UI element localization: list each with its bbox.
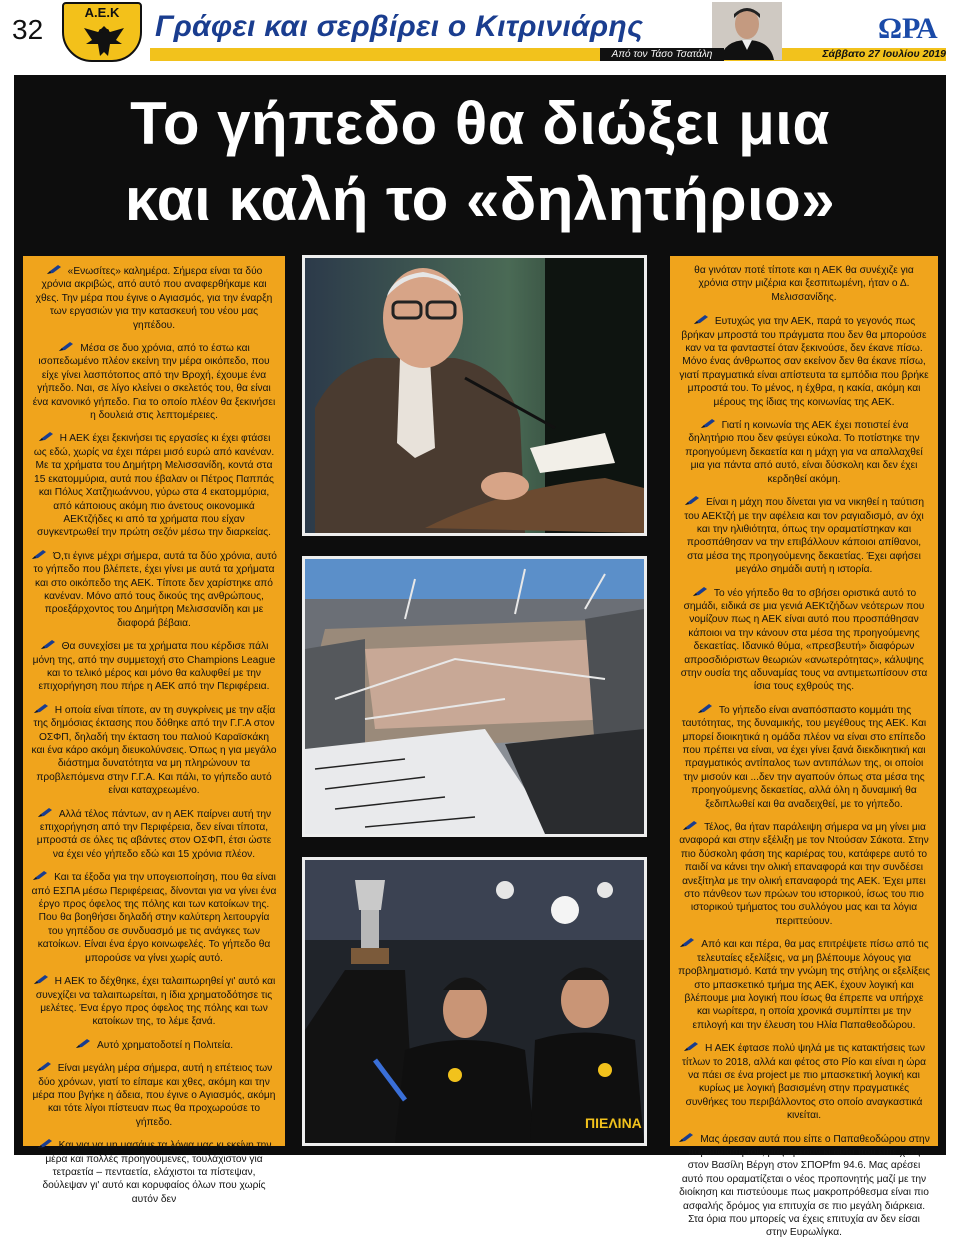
pen-bullet-icon bbox=[692, 586, 708, 597]
article-paragraph bbox=[31, 1061, 277, 1129]
article-paragraph bbox=[31, 264, 277, 332]
issue-date: Σάββατο 27 Ιουλίου 2019 bbox=[822, 48, 946, 60]
article-title-line-1: Το γήπεδο θα διώξει μια bbox=[130, 90, 830, 157]
right-text-column bbox=[670, 256, 938, 1239]
article-paragraph bbox=[31, 431, 277, 539]
logo-text: Α.Ε.Κ bbox=[84, 5, 120, 20]
pen-bullet-icon bbox=[75, 1038, 91, 1049]
article-paragraph bbox=[31, 974, 277, 1029]
pen-bullet-icon bbox=[38, 431, 54, 442]
article-paragraph bbox=[678, 314, 930, 409]
article-paragraph bbox=[31, 639, 277, 694]
paragraph-text: Είναι μεγάλη μέρα σήμερα, αυτή η επέτειος των δύο χρόνων, γιατί το είπαμε και χθες, ακόμη και την μέρα που βγήκε η άδεια, που έγινε ο Αγιασμός, ακόμη και τότε λίγοι πίστευαν πως θα προχωρούσε το γήπεδο. bbox=[32, 1063, 276, 1128]
pen-bullet-icon bbox=[683, 1041, 699, 1052]
article-paragraph bbox=[31, 341, 277, 422]
pen-bullet-icon bbox=[37, 1138, 53, 1149]
pen-bullet-icon bbox=[700, 418, 716, 429]
paragraph-text: Από και και πέρα, θα μας επιτρέψετε πίσω από τις τελευταίες εξελίξεις, να μη βλέπουμε λόγους για προβληματισμό. Κατά την γνώμη της στήλης οι εξελίξεις στο μπασκετικό τμήμα της ΑΕΚ, έχουν λογική και βλέπουμε μια λογική που ίσως θα έπρεπε να υπήρχε και νωρίτερα, η οποία χρονικά συμπίπτει με την επιλογή και την έλευση του Ηλία Παπαθεοδώρου. bbox=[678, 939, 930, 1031]
continuation-paragraph bbox=[678, 264, 930, 304]
paragraph-text: θα γινόταν ποτέ τίποτε και η ΑΕΚ θα συνέχιζε για χρόνια στην μιζέρια και ξεσπιτωμένη, ήταν ο Δ. Μελισσανίδης. bbox=[694, 265, 914, 303]
paragraph-text: Αλλά τέλος πάντων, αν η ΑΕΚ παίρνει αυτή την επιχορήγηση από την Περιφέρεια, δεν είναι τίποτα, μπροστά σε όλες τις αβάντες στον ΟΣΦΠ, έτσι ώστε να έχει νέο γήπεδο εδώ και 15 χρόνια πλέον. bbox=[36, 808, 272, 860]
pen-bullet-icon bbox=[58, 341, 74, 352]
pen-bullet-icon bbox=[693, 314, 709, 325]
paragraph-text: Θα συνεχίσει με τα χρήματα που κέρδισε πάλι μόνη της, από την συμμετοχή στο Champions League και το τελικό μέρος και μόνο θα καλυφθεί με την επιχορήγηση που πήρε η ΑΕΚ από την Περιφέρεια. bbox=[32, 641, 276, 693]
article-paragraph bbox=[678, 586, 930, 694]
pen-bullet-icon bbox=[684, 495, 700, 506]
left-text-column bbox=[23, 256, 285, 1205]
pen-bullet-icon bbox=[46, 264, 62, 275]
trophy-celebration-photo bbox=[302, 857, 647, 1146]
page-header bbox=[0, 0, 960, 72]
paragraph-text: Γιατί η κοινωνία της ΑΕΚ έχει ποτιστεί ένα δηλητήριο που δεν φεύγει εύκολα. Το ποτίστηκε την προηγούμενη δεκαετία και η μάχη για να απαλλαχθεί μια για πάντα από αυτό, είναι δύσκολη και δεν έχει κερδηθεί ακόμη. bbox=[685, 420, 923, 485]
column-title: Γράφει και σερβίρει ο Κιτρινιάρης bbox=[155, 10, 644, 43]
paragraph-text: Ευτυχώς για την ΑΕΚ, παρά το γεγονός πως βρήκαν μπροστά του πράγματα που δεν θα μπορούσε καν να τα φανταστεί όταν ξεκινούσε, δεν έκανε πίσω. Μόνο ένας άνθρωπος σαν εκείνον δεν θα έκανε πίσω, γιατί πραγματικά είναι απίστευτα τα εμπόδια που βρήκε μπροστά του. Το μένος, η έχθρα, η κακία, ακόμη και μέρους της ίδιας της κοινωνίας της ΑΕΚ. bbox=[679, 316, 929, 408]
paragraph-text: Το γήπεδο είναι αναπόσπαστο κομμάτι της ταυτότητας, της δυναμικής, του μεγέθους της ΑΕΚ. Και μπορεί διοικητικά η ομάδα πλέον να είναι στο επίπεδο που πρέπει να είναι, να έχει γίνει ξανά διεκδικητική και πραγματικός αντίπαλος των αντιπάλων της, οι οποίοι την μισούν και ...δεν την αγαπούν όπως στα μέσα της προηγούμενης δεκαετίας, αλλά όλη η δυναμική θα ξεδιπλωθεί και θα αναδειχθεί, με το γήπεδο. bbox=[681, 704, 927, 810]
pen-bullet-icon bbox=[31, 549, 47, 560]
paragraph-text: «Ενωσίτες» καλημέρα. Σήμερα είναι τα δύο χρόνια ακριβώς, από αυτό που αναφερθήκαμε και χθες. Την μέρα που έγινε ο Αγιασμός, για την έναρξη των εργασιών για την κατασκευή του νέου μας γηπέδου. bbox=[35, 266, 273, 331]
article-paragraph bbox=[678, 418, 930, 486]
pen-bullet-icon bbox=[32, 870, 48, 881]
jersey-text: ΠΙΕΛΙΝΑ bbox=[585, 1115, 642, 1131]
pen-bullet-icon bbox=[33, 703, 49, 714]
pen-bullet-icon bbox=[678, 1132, 694, 1143]
paragraph-text: Ό,τι έγινε μέχρι σήμερα, αυτά τα δύο χρόνια, αυτό το γήπεδο που βλέπετε, έχει γίνει με αυτά τα χρήματα και στο οικόπεδο της ΑΕΚ. Τίποτε δεν χαρίστηκε από κανέναν. Μόνο από τους δικούς της ανθρώπους, προεξάρχοντος του Δημήτρη Μελισσανίδη και με διαφορά βέβαια. bbox=[33, 550, 277, 629]
paragraph-text: Μέσα σε δυο χρόνια, από το έστω και ισοπεδωμένο πλέον εκείνη την μέρα οικόπεδο, που είχε γίνει λασπότοπος από την Βροχή, έχουμε ένα γήπεδο. Ναι, σε λίγο κλείνει ο σκελετός του, θα είναι ένα κανονικό γήπεδο. Για το οποίο πλέον θα ξεκινήσει η δουλειά στις λεπτομέρειες. bbox=[32, 343, 276, 422]
article-paragraph bbox=[678, 703, 930, 811]
article-title-line-2: και καλή το «δηλητήριο» bbox=[124, 166, 836, 233]
paragraph-text: Τέλος, θα ήταν παράλειψη σήμερα να μη γίνει μια αναφορά και στην εξέλιξη με τον Ντούσαν Σάκοτα. Στην πιο δύσκολη φάση της καριέρας του, κατάφερε αυτό το παιδί να κάνει την ολική επαναφορά και την συνδέσει ανεξίτηλα με την ολική επαναφορά της ΑΕΚ. Έχει μπει στο πάνθεον των πρώων του ιστορικού, ίσως του πιο ιστορικού τμήματος του συλλόγου μας και τα λόγια περιττεύουν. bbox=[679, 822, 929, 927]
paragraph-text: Η οποία είναι τίποτε, αν τη συγκρίνεις με την αξία της δημόσιας έκτασης που δόθηκε από την Γ.Γ.Α στον ΟΣΦΠ, δηλαδή την έκταση του παλιού Καραϊσκάκη και ένα κάρο ακόμη διευκολύνσεις. Όπως η για μεγάλο διάστημα δυνατότητα να μη πληρώνουν τα προβλεπόμενα στην Γ.Γ.Α. Και πάλι, το γήπεδο αυτό είναι καταχρεωμένο. bbox=[31, 704, 277, 797]
article-paragraph bbox=[678, 937, 930, 1032]
paragraph-text: Και τα έξοδα για την υπογειοποίηση, που θα είναι από ΕΣΠΑ μέσω Περιφέρειας, δίνονται για να γίνει ένα έργο προς όφελος της πόλης και των κατοίκων της. Που θα βοηθήσει δηλαδή στην καλύτερη λειτουργία του γηπέδου σε συνδυασμό με τις ανάγκες των κατοίκων. Είναι ένα έργο κοινωφελές. Το γήπεδο θα μπορούσε να γίνει χωρίς αυτό. bbox=[31, 872, 277, 964]
speaker-photo bbox=[302, 255, 647, 536]
paragraph-text: Μας άρεσαν αυτά που είπε ο Παπαθεοδώρου στην παρουσίαση του, μας άρεσαν κι αυτά που είπε χθες στον Βασίλη Βέργη στον ΣΠΟΡfm 94.6. Μας αρέσει αυτό που οραματίζεται ο νέος προπονητής μαζί με την διοίκηση και πιστεύουμε πως μακροπρόθεσμα είναι πιο ασφαλής δρόμος για επιτυχία σε πιο μεγάλη διάρκεια. Στα όρια που μπορείς να έχεις επιτυχία αν δεν είσαι στην Ευρωλίγκα. bbox=[679, 1133, 930, 1239]
paragraph-text: Το νέο γήπεδο θα το σβήσει οριστικά αυτό το σημάδι, ειδικά σε μια γενιά ΑΕΚτζήδων νεότερων που νομίζουν πως η ΑΕΚ είναι αυτό που προσπάθησαν κάποιοι να την κάνουν στα μέσα της προηγούμενης δεκαετίας. Ιδανικό θύμα, «πρεσβευτή» διαφόρων απροσδιόριστων θεωριών «ανωτερότητας», κάλυψης στην ουσία της αδυναμίας τους να αντιμετωπίσουν στα ίσια τους εχθρούς της. bbox=[680, 587, 928, 693]
paragraph-text: Είναι η μάχη που δίνεται για να νικηθεί η ταύτιση του ΑΕΚτζή με την αφέλεια και τον ραγιαδισμό, αν όχι και την ηλιθιότητα, όπως την οραματίστηκαν και προσπάθησαν να την επιβάλλουν κάποιοι απίθανοι, στα μέσα της προηγούμενης δεκαετίας. Έχει αφήσει μεγάλο σημάδι αυτή η ιστορία. bbox=[684, 497, 924, 576]
article-paragraph bbox=[31, 807, 277, 862]
pen-bullet-icon bbox=[679, 937, 695, 948]
aek-logo bbox=[62, 2, 142, 62]
article-title bbox=[20, 86, 940, 238]
page-number: 32 bbox=[12, 14, 44, 45]
pen-bullet-icon bbox=[37, 807, 53, 818]
byline: Από τον Τάσο Τσατάλη bbox=[600, 48, 724, 61]
article-paragraph bbox=[678, 495, 930, 576]
article-paragraph bbox=[678, 820, 930, 928]
paragraph-text: Η ΑΕΚ το δέχθηκε, έχει ταλαιπωρηθεί γι' αυτό και συνεχίζει να ταλαιπωρείται, η ίδια χρηματοδότησε τις μελέτες. Ένα έργο προς όφελος της πόλης και των κατοίκων της, το λέμε ξανά. bbox=[35, 976, 276, 1028]
pen-bullet-icon bbox=[697, 703, 713, 714]
eagle-icon bbox=[80, 22, 128, 60]
article-paragraph bbox=[31, 1038, 277, 1052]
article-paragraph bbox=[678, 1041, 930, 1122]
article-paragraph bbox=[31, 549, 277, 630]
article-paragraph bbox=[678, 1132, 930, 1240]
article-paragraph bbox=[31, 1138, 277, 1206]
pen-bullet-icon bbox=[682, 820, 698, 831]
article-paragraph bbox=[31, 870, 277, 965]
pen-bullet-icon bbox=[33, 974, 49, 985]
article-paragraph bbox=[31, 703, 277, 798]
paragraph-text: Η ΑΕΚ έφτασε πολύ ψηλά με τις κατακτήσεις των τίτλων το 2018, αλλά και φέτος στο Ρίο και είναι η ώρα να πάει σε ένα project με πιο μπασκετική λογική και κυρίως με λογική βασισμένη στην πραγματικές συνθήκες του περιβάλλοντος στο οποίο αναγκαστικά κινείται. bbox=[681, 1043, 927, 1122]
paragraph-text: Αυτό χρηματοδοτεί η Πολιτεία. bbox=[96, 1039, 234, 1051]
pen-bullet-icon bbox=[36, 1061, 52, 1072]
pen-bullet-icon bbox=[40, 639, 56, 650]
paragraph-text: Και για να μη μασάμε τα λόγια μας κι εκείνη την μέρα και πολλές προηγούμενες, τουλάχιστον για τετραετία – πενταετία, ελάχιστοι τα πίστεψαν, δούλεψαν γι' αυτό και κορυφαίος όλων που χωρίς αυτόν δεν bbox=[42, 1140, 272, 1205]
stadium-construction-photo bbox=[302, 556, 647, 837]
paragraph-text: Η ΑΕΚ έχει ξεκινήσει τις εργασίες κι έχει φτάσει ως εδώ, χωρίς να έχει πάρει μισό ευρώ από κανέναν. Με τα χρήματα του Δημήτρη Μελισσανίδη, κοντά στα 15 εκατομμύρια, αυτά που έβαλαν οι Πέτρος Παππάς και Πόλυς Χατζηιωάννου, γύρω στα 4 εκατομμύρια, από κάποιους ακόμη πιο άνετους οικονομικά ΑΕΚτζήδες κι από τα χρήματα που είχαν συγκεντρωθεί την πρώτη σεζόν μέσω την διαρκείας. bbox=[33, 433, 275, 539]
newspaper-brand: ΩΡΑ bbox=[878, 12, 938, 45]
